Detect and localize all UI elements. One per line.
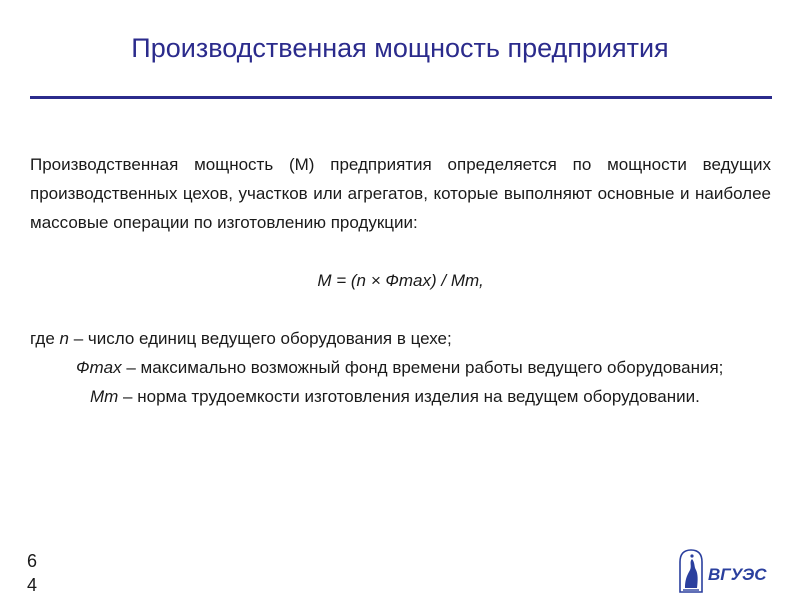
legend-item-fmax <box>30 353 771 382</box>
emblem-icon <box>680 550 702 592</box>
slide-body <box>30 150 771 411</box>
slide-number-digit-1: 6 <box>27 551 38 571</box>
legend-item-mt <box>30 382 771 411</box>
legend-text-mt: – норма трудоемкости изготовления изделия на ведущем оборудовании. <box>118 387 700 406</box>
slide-number-digit-2: 4 <box>27 575 38 595</box>
legend-prefix: где <box>30 329 60 348</box>
legend-text-fmax: – максимально возможный фонд времени работы ведущего оборудования; <box>121 358 724 377</box>
title-divider <box>30 96 772 99</box>
university-logo <box>676 548 776 596</box>
definition-paragraph: Производственная мощность (М) предприятия определяется по мощности ведущих производственных цехов, участков или агрегатов, которые выполняют основные и наиболее массовые операции по изготовлению продукции: <box>30 155 771 232</box>
legend-symbol-mt: Мт <box>90 387 119 406</box>
legend-text-n: – число единиц ведущего оборудования в цехе; <box>69 329 452 348</box>
formula-legend <box>30 324 771 411</box>
legend-symbol-n: n <box>59 329 70 348</box>
slide-number <box>27 549 37 597</box>
legend-symbol-fmax: Фmax <box>76 358 122 377</box>
legend-item-n <box>30 324 771 353</box>
capacity-formula: М = (n × Фmax) / Мт, <box>317 271 484 290</box>
slide-title: Производственная мощность предприятия <box>131 33 669 63</box>
logo-wordmark: ВГУЭС <box>708 565 767 584</box>
